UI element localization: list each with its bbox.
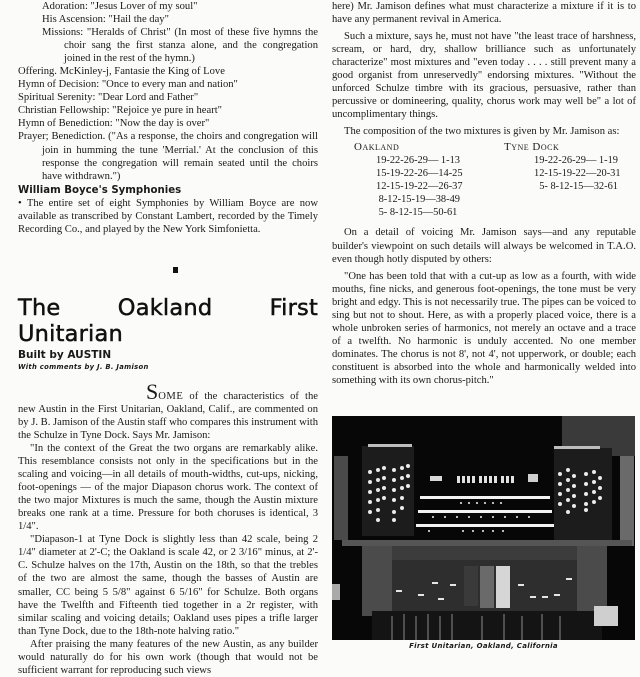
lead-smallcaps: OME	[158, 390, 184, 402]
section-separator-bullet	[173, 267, 178, 273]
service-item-ascension: His Ascension: "Hail the day"	[42, 14, 169, 26]
composition-intro: The composition of the two mixtures is given by Mr. Jamison as:	[344, 126, 620, 138]
oakland-mixture-column	[332, 141, 504, 219]
boyce-body: • The entire set of eight Symphonies by William Boyce are now available as transcribed by Constant Lambert, recorded by the Timely Recording Co., and played by the New York Simfonietta.	[18, 197, 318, 235]
service-item-offering: Offering. McKinley-j, Fantasie the King of Love	[18, 66, 225, 78]
tyne-dock-mixture-column	[504, 141, 621, 219]
service-item-decision: Hymn of Decision: "Once to every man and nation"	[18, 79, 238, 91]
service-item-adoration: Adoration: "Jesus Lover of my soul"	[42, 1, 198, 12]
service-item-serenity: Spiritual Serenity: "Dear Lord and Father"	[18, 92, 199, 104]
left-column	[18, 0, 318, 677]
mixture-row: 5- 8-12-15—50-61	[376, 207, 458, 219]
mixture-paragraph: Such a mixture, says he, must not have "the least trace of harshness, scream, or hard, dry, shallow brilliance such as unfortunately characterize" most mixtures and "even today . . . . still prevent many a good organist from unreservedly" endorsing mixtures. "Without the unforced Schulze timbre with its gracious, persuasive, rather than percussive or domineering, quality, chorus work may well be" a lot of uncomplimentary things.	[332, 31, 636, 121]
mixture-row: 12-15-19-22—26-37	[376, 181, 463, 193]
mixture-row: 15-19-22-26—14-25	[376, 168, 463, 180]
voicing-quote: "One has been told that with a cut-up as low as a fourth, with wide mouths, fine nicks, and generous foot-openings, the tone must be very bright and edgy. This is not necessarily true. The pipes can be voiced to sing but not to shout. Here, as with a properly placed voice, there is a whole unbroken series of harmonics, not merely an octave and a trace of a twelfth. No harmonic is unduly accented. No one member dominates. The chorus is not 8', not 4', not upperwork, or double; each constituent is absorbed into the whole and harmonically welded into something with its own chorus-pitch."	[332, 270, 636, 386]
mixture-row: 19-22-26-29— 1-19	[534, 155, 618, 167]
oakland-heading: Oakland	[354, 141, 400, 154]
article-title: The Oakland First Unitarian	[18, 294, 318, 347]
mixture-composition-table	[332, 141, 636, 219]
mixture-row: 12-15-19-22—20-31	[534, 168, 621, 180]
tyne-dock-heading: Tyne Dock	[504, 141, 560, 154]
mixture-row: 8-12-15-19—38-49	[376, 194, 460, 206]
photo-caption: First Unitarian, Oakland, California	[409, 642, 558, 650]
article-paragraph: After praising the many features of the new Austin, as any builder would naturally do for his own work (though that would not be sufficient warrant for reproducing such views	[18, 638, 318, 676]
service-item-prayer: Prayer; Benediction. ("As a response, the choirs and congregation will join in humming the tune 'Merrial.' At the conclusion of this response the congregation will remain seated until the choirs have withdrawn.")	[18, 131, 318, 182]
drop-cap: S	[146, 378, 159, 404]
service-item-missions: Missions: "Heralds of Christ" (In most of these five hymns the choir sang the first stanza alone, and the congregation joined in the rest of the hymn.)	[42, 27, 318, 65]
right-column	[332, 0, 636, 387]
mixture-row: 5- 8-12-15—32-61	[534, 181, 618, 193]
lead-text: of the characteristics of the new Austin in the First Unitarian, Oakland, Calif., are commented on by J. B. Jamison of the Austin staff who compares this instrument with the Schulze in Tyne Dock. Says Mr. Jamison:	[18, 390, 318, 441]
organ-console-photo	[332, 416, 635, 640]
article-paragraph: "Diapason-1 at Tyne Dock is slightly less than 42 scale, being 2 1/4" diameter at 2'-C; the Oakland is scale 42, or 2 3/16" minus, at 2'-C. Schulze halves on the 17th, Austin on the 18th, so that the trebles of the two are almost the same, though the basses of Austin are smaller, CC being 5 5/8" against 6 5/16" for Schulze. Both organs have the Twelfth and Fifteenth tied together in a 2r register, with similar scaling and voicing details; Oakland uses pipes a trifle larger than Tyne Dock, due to the 18th-note halving ratio."	[18, 534, 318, 637]
organ-console-illustration	[332, 416, 635, 640]
boyce-heading: William Boyce's Symphonies	[18, 184, 182, 196]
article-lead	[18, 378, 318, 442]
mixture-row: 19-22-26-29— 1-13	[376, 155, 460, 167]
article-credit: With comments by J. B. Jamison	[18, 362, 149, 371]
voicing-intro: On a detail of voicing Mr. Jamison says—and any reputable builder's viewpoint on such details will always be welcomed in T.A.O. even though hotly disputed by others:	[332, 227, 636, 265]
article-paragraph: "In the context of the Great the two organs are remarkably alike. This resemblance consists not only in the specifications but in the scaling and voicing—in all details of mouth-widths, cut-ups, nicking, foot-openings — of the major Diapason chorus work. The context of the two major Mixtures is much the same, though the Austin mixture breaks one rank at a time. Pressure for both choruses is identical, 3 1/4".	[18, 442, 318, 533]
service-item-benediction-hymn: Hymn of Benediction: "Now the day is over"	[18, 118, 210, 130]
continued-paragraph: here) Mr. Jamison defines what must characterize a mixture if it is to have any permanent revival in America.	[332, 1, 636, 26]
service-order-list	[18, 0, 318, 183]
article-byline: Built by AUSTIN	[18, 348, 112, 361]
service-item-fellowship: Christian Fellowship: "Rejoice ye pure in heart"	[18, 105, 223, 117]
